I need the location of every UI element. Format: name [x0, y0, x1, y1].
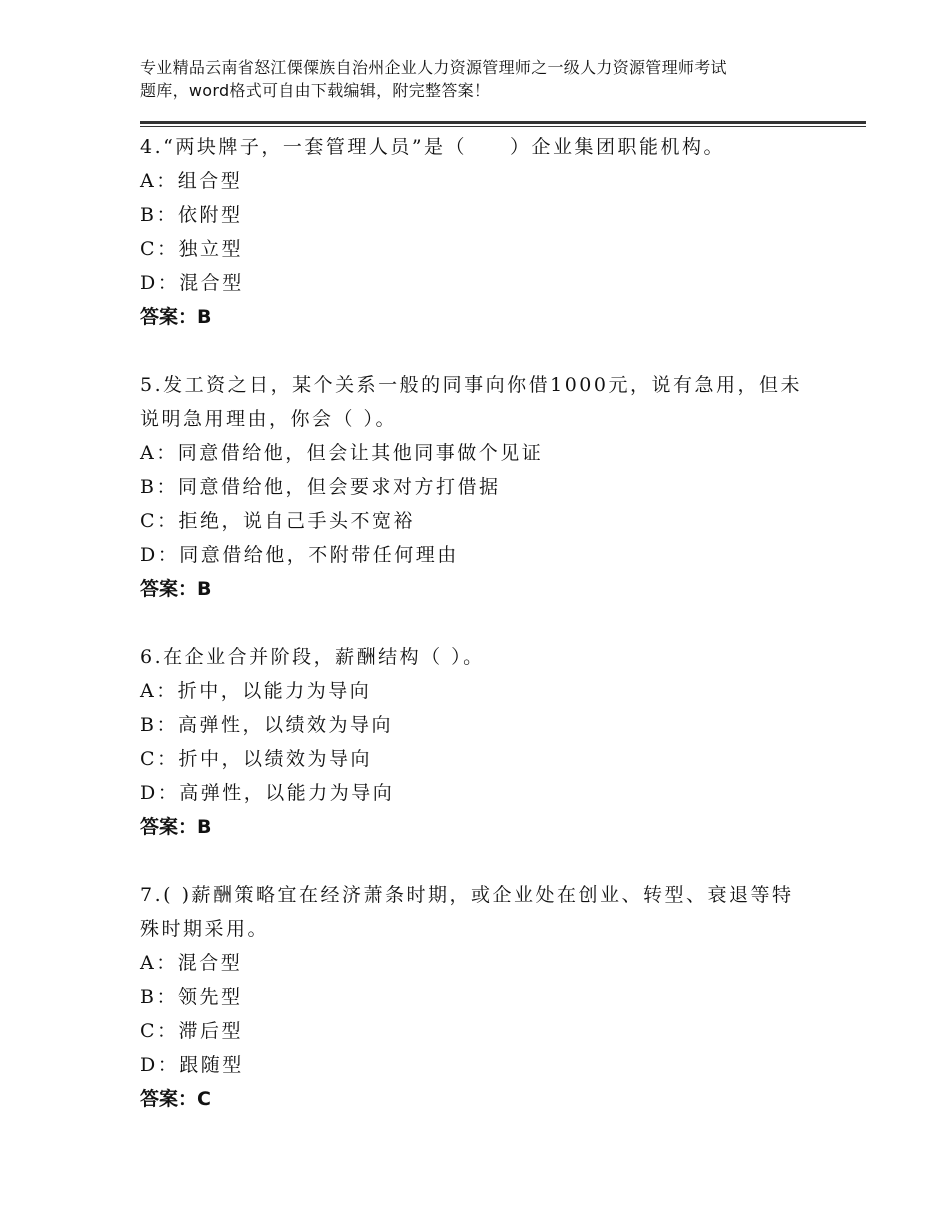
question-6-option-d: D：高弹性，以能力为导向 [140, 782, 395, 804]
question-4-option-b: B：依附型 [140, 204, 243, 226]
question-6-option-c: C：折中，以绩效为导向 [140, 748, 373, 770]
question-5 [140, 368, 830, 606]
header-divider-thin [140, 126, 866, 127]
document-header [140, 56, 830, 102]
question-4-answer: 答案：B [140, 306, 212, 328]
question-7-stem-line-1: 7.( )薪酬策略宜在经济萧条时期，或企业处在创业、转型、衰退等特 [140, 884, 794, 906]
question-5-option-b: B：同意借给他，但会要求对方打借据 [140, 476, 501, 498]
question-5-option-d: D：同意借给他，不附带任何理由 [140, 544, 459, 566]
question-7-option-a: A：混合型 [140, 952, 243, 974]
question-6-option-a: A：折中，以能力为导向 [140, 680, 372, 702]
question-5-stem-line-1: 5.发工资之日，某个关系一般的同事向你借1000元，说有急用，但未 [140, 374, 802, 396]
header-title-line-1: 专业精品云南省怒江傈僳族自治州企业人力资源管理师之一级人力资源管理师考试 [140, 58, 727, 77]
question-4 [140, 130, 830, 334]
question-5-answer: 答案：B [140, 578, 212, 600]
question-6-option-b: B：高弹性，以绩效为导向 [140, 714, 393, 736]
header-divider-thick [140, 121, 866, 124]
question-4-stem: 4.“两块牌子，一套管理人员”是（ ）企业集团职能机构。 [140, 136, 726, 158]
question-5-option-c: C：拒绝，说自己手头不宽裕 [140, 510, 416, 532]
question-7-option-c: C：滞后型 [140, 1020, 244, 1042]
question-list [140, 130, 830, 1150]
question-7-answer: 答案：C [140, 1088, 211, 1110]
question-7 [140, 878, 830, 1116]
question-6-stem: 6.在企业合并阶段，薪酬结构（ ）。 [140, 646, 485, 668]
question-7-option-b: B：领先型 [140, 986, 243, 1008]
question-7-option-d: D：跟随型 [140, 1054, 244, 1076]
question-4-option-c: C：独立型 [140, 238, 244, 260]
question-4-option-a: A：组合型 [140, 170, 243, 192]
header-title-line-2: 题库，word格式可自由下载编辑，附完整答案！ [140, 81, 491, 100]
question-7-stem-line-2: 殊时期采用。 [140, 918, 270, 940]
question-6 [140, 640, 830, 844]
question-5-stem-line-2: 说明急用理由，你会（ ）。 [140, 408, 398, 430]
question-4-option-d: D：混合型 [140, 272, 244, 294]
question-5-option-a: A：同意借给他，但会让其他同事做个见证 [140, 442, 544, 464]
question-6-answer: 答案：B [140, 816, 212, 838]
